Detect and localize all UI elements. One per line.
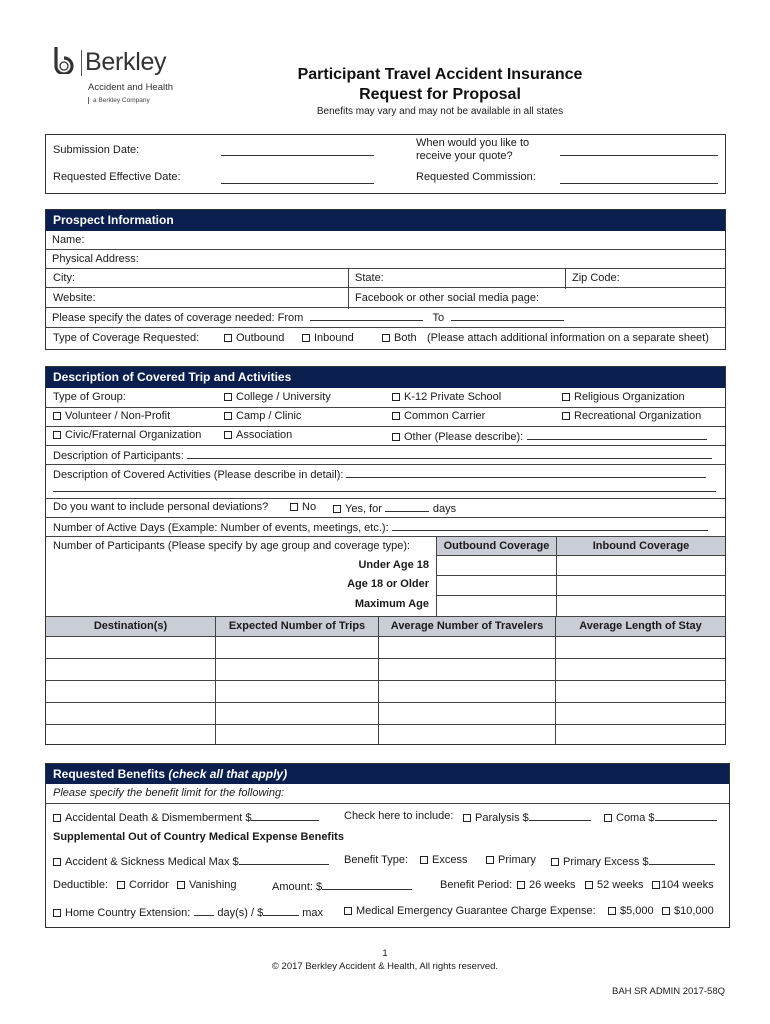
page-number: 1: [382, 948, 388, 959]
max-label: max: [302, 907, 323, 919]
vanishing-option[interactable]: [177, 879, 237, 891]
num-participants-label: Number of Participants (Please specify by age group and coverage type):: [53, 540, 411, 552]
checkbox-icon[interactable]: [420, 856, 428, 864]
table-row[interactable]: [46, 725, 725, 744]
divider: [46, 426, 725, 427]
home-ext-max-field[interactable]: [263, 905, 299, 916]
destination-header: Destination(s): [46, 617, 215, 636]
benefit-period-label: Benefit Period:: [440, 879, 513, 891]
submission-date-label: Submission Date:: [53, 144, 140, 156]
checkbox-icon[interactable]: [53, 814, 61, 822]
table-row[interactable]: [46, 659, 725, 680]
paralysis-option[interactable]: [463, 810, 591, 824]
divider: [46, 464, 725, 465]
state-label: State:: [355, 272, 384, 284]
checkbox-icon[interactable]: [290, 503, 298, 511]
primary-option[interactable]: [486, 854, 536, 866]
stay-header: Average Length of Stay: [556, 617, 725, 636]
over18-inbound-field[interactable]: [557, 576, 725, 595]
under18-label: Under Age 18: [358, 559, 429, 571]
active-days: [53, 520, 708, 534]
deviation-days-field[interactable]: [385, 501, 429, 512]
checkbox-icon[interactable]: [463, 814, 471, 822]
g10000-label: $10,000: [674, 905, 714, 917]
dates-label: Please specify the dates of coverage needed: From: [52, 312, 304, 324]
sickness-option[interactable]: [53, 854, 329, 868]
both-note: (Please attach additional information on a separate sheet): [427, 332, 709, 344]
home-ext-option[interactable]: [53, 905, 323, 919]
facebook-label: Facebook or other social media page:: [355, 292, 540, 304]
checkbox-icon[interactable]: [177, 881, 185, 889]
supplemental-heading: Supplemental Out of Country Medical Expense Benefits: [53, 831, 344, 843]
w26-label: 26 weeks: [529, 879, 576, 891]
active-days-label: Number of Active Days (Example: Number of events, meetings, etc.):: [53, 522, 389, 534]
w52-label: 52 weeks: [597, 879, 644, 891]
civic-option[interactable]: [53, 429, 201, 441]
coma-field[interactable]: [655, 810, 717, 821]
checkbox-icon[interactable]: [551, 858, 559, 866]
checkbox-icon[interactable]: [382, 334, 390, 342]
table-row[interactable]: [46, 703, 725, 724]
corridor-option[interactable]: [117, 879, 169, 891]
name-label: Name:: [52, 234, 85, 246]
primary-excess-option[interactable]: [551, 854, 715, 868]
g5000-label: $5,000: [620, 905, 654, 917]
other-field[interactable]: [527, 429, 707, 440]
checkbox-icon[interactable]: [333, 505, 341, 513]
recreational-option[interactable]: [562, 410, 701, 422]
divider: [46, 803, 729, 804]
yes-for-label: Yes, for: [345, 503, 382, 515]
checkbox-icon[interactable]: [604, 814, 612, 822]
effective-date-label: Requested Effective Date:: [53, 171, 181, 183]
company-logo: [52, 46, 182, 108]
checkbox-icon[interactable]: [224, 393, 232, 401]
trip-section: [45, 366, 726, 745]
sickness-label: Accident & Sickness Medical Max $: [65, 856, 239, 868]
deductible-label: Deductible:: [53, 879, 109, 891]
association-label: Association: [236, 429, 293, 441]
benefit-type-label: Benefit Type:: [344, 854, 409, 866]
k12-label: K-12 Private School: [404, 391, 502, 403]
excess-option[interactable]: [420, 854, 467, 866]
coverage-type-label: Type of Coverage Requested:: [53, 332, 200, 344]
checkbox-icon[interactable]: [224, 431, 232, 439]
med-guarantee-label: Medical Emergency Guarantee Charge Expense:: [356, 905, 596, 917]
corridor-label: Corridor: [129, 879, 169, 891]
activities-desc-label: Description of Covered Activities (Please describe in detail):: [53, 469, 344, 481]
table-row[interactable]: [46, 681, 725, 702]
prospect-section: [45, 209, 726, 350]
divider: [46, 407, 725, 408]
w104-option[interactable]: [652, 879, 714, 891]
under18-inbound-field[interactable]: [557, 556, 725, 575]
type-group-label: Type of Group:: [53, 391, 126, 403]
carrier-label: Common Carrier: [404, 410, 486, 422]
submission-date-field[interactable]: [221, 155, 374, 156]
divider: [46, 498, 725, 499]
amount: [272, 879, 412, 893]
home-ext-label: Home Country Extension:: [65, 907, 191, 919]
recreational-label: Recreational Organization: [574, 410, 702, 422]
checkbox-icon[interactable]: [662, 907, 670, 915]
deviations-yes-option[interactable]: [333, 501, 456, 515]
checkbox-icon[interactable]: [53, 412, 61, 420]
activities-desc: [53, 467, 706, 481]
inbound-coverage-header: Inbound Coverage: [557, 537, 725, 555]
coma-label: Coma $: [616, 812, 655, 824]
deviations-no-option[interactable]: [290, 501, 316, 513]
checkbox-icon[interactable]: [302, 334, 310, 342]
effective-date-field[interactable]: [221, 183, 374, 184]
add-label: Accidental Death & Dismemberment $: [65, 812, 252, 824]
deviations-label: Do you want to include personal deviations?: [53, 501, 269, 513]
inbound-option[interactable]: [302, 332, 354, 344]
primary-excess-label: Primary Excess $: [563, 856, 649, 868]
w52-option[interactable]: [585, 879, 643, 891]
address-label: Physical Address:: [52, 253, 139, 265]
dates-row: [46, 309, 725, 328]
outbound-coverage-header: Outbound Coverage: [437, 537, 556, 555]
logo-divider: [81, 50, 82, 76]
divider: [565, 269, 566, 289]
zip-label: Zip Code:: [572, 272, 620, 284]
participants-desc: [53, 448, 712, 462]
amount-field[interactable]: [322, 879, 412, 890]
form-title-line2: Request for Proposal: [359, 86, 521, 103]
checkbox-icon[interactable]: [392, 433, 400, 441]
name-row[interactable]: [46, 231, 725, 250]
checkbox-icon[interactable]: [585, 881, 593, 889]
city-label: City:: [53, 272, 75, 284]
civic-label: Civic/Fraternal Organization: [65, 429, 202, 441]
both-option[interactable]: [382, 332, 417, 344]
checkbox-icon[interactable]: [392, 393, 400, 401]
form-title: Participant Travel Accident Insurance: [297, 66, 583, 83]
home-ext-days-field[interactable]: [194, 905, 214, 916]
checkbox-icon[interactable]: [53, 909, 61, 917]
checkbox-icon[interactable]: [53, 858, 61, 866]
checkbox-icon[interactable]: [224, 334, 232, 342]
activities-desc-field[interactable]: [346, 467, 706, 478]
benefits-section: [45, 763, 730, 928]
religious-label: Religious Organization: [574, 391, 685, 403]
college-label: College / University: [236, 391, 331, 403]
amount-label: Amount: $: [272, 881, 323, 893]
commission-field[interactable]: [560, 183, 718, 184]
berkley-b-icon: [52, 46, 78, 74]
both-label: Both: [394, 332, 417, 344]
checkbox-icon[interactable]: [486, 856, 494, 864]
max-age-label: Maximum Age: [354, 598, 429, 610]
days-dollar-label: day(s) / $: [217, 907, 264, 919]
checkbox-icon[interactable]: [392, 412, 400, 420]
other-label: Other (Please describe):: [404, 431, 524, 443]
logo-company: a Berkley Company: [88, 97, 150, 104]
other-option[interactable]: [392, 429, 707, 443]
max-age-outbound-field[interactable]: [437, 596, 556, 616]
checkbox-icon[interactable]: [562, 412, 570, 420]
activities-desc-field-line2[interactable]: [53, 491, 716, 492]
max-age-inbound-field[interactable]: [557, 596, 725, 616]
excess-label: Excess: [432, 854, 468, 866]
form-subtitle: Benefits may vary and may not be available in all states: [316, 106, 564, 117]
w26-option[interactable]: [517, 879, 575, 891]
under18-outbound-field[interactable]: [437, 556, 556, 575]
divider: [46, 445, 725, 446]
checkbox-icon[interactable]: [224, 412, 232, 420]
college-option[interactable]: [224, 391, 331, 403]
commission-label: Requested Commission:: [416, 171, 536, 183]
checkbox-icon[interactable]: [344, 907, 352, 915]
over18-label: Age 18 or Older: [347, 578, 429, 590]
paralysis-field[interactable]: [529, 810, 591, 821]
over18-outbound-field[interactable]: [437, 576, 556, 595]
address-row[interactable]: [46, 250, 725, 269]
coma-option[interactable]: [604, 810, 717, 824]
checkbox-icon[interactable]: [117, 881, 125, 889]
logo-brand: Berkley: [85, 48, 167, 76]
table-row[interactable]: [46, 637, 725, 658]
participants-desc-field[interactable]: [187, 448, 712, 459]
from-date-field[interactable]: [310, 310, 423, 321]
checkbox-icon[interactable]: [652, 881, 660, 889]
prospect-heading: Prospect Information: [46, 210, 725, 231]
quote-question-line2: receive your quote?: [416, 150, 513, 162]
camp-option[interactable]: [224, 410, 301, 422]
active-days-field[interactable]: [392, 520, 708, 531]
outbound-option[interactable]: [224, 332, 284, 344]
g5000-option[interactable]: [608, 905, 654, 917]
trips-header: Expected Number of Trips: [216, 617, 378, 636]
k12-option[interactable]: [392, 391, 501, 403]
g10000-option[interactable]: [662, 905, 714, 917]
benefits-heading-note: (check all that apply): [168, 767, 288, 781]
association-option[interactable]: [224, 429, 292, 441]
divider: [46, 517, 725, 518]
submission-box: [45, 134, 726, 194]
add-field[interactable]: [251, 810, 319, 821]
participants-desc-label: Description of Participants:: [53, 450, 184, 462]
benefits-specify: Please specify the benefit limit for the following:: [53, 787, 285, 799]
sickness-field[interactable]: [239, 854, 329, 865]
check-include-label: Check here to include:: [344, 810, 454, 822]
checkbox-icon[interactable]: [608, 907, 616, 915]
benefits-heading-text: Requested Benefits: [53, 767, 166, 781]
to-label: To: [432, 312, 445, 324]
add-option[interactable]: [53, 810, 319, 824]
copyright: © 2017 Berkley Accident & Health, All rights reserved.: [271, 961, 499, 972]
volunteer-option[interactable]: [53, 410, 170, 422]
quote-date-field[interactable]: [560, 155, 718, 156]
carrier-option[interactable]: [392, 410, 485, 422]
form-code: BAH SR ADMIN 2017-58Q: [612, 986, 725, 997]
website-label: Website:: [53, 292, 96, 304]
city-row: [46, 269, 725, 288]
days-label: days: [432, 503, 457, 515]
primary-excess-field[interactable]: [649, 854, 715, 865]
camp-label: Camp / Clinic: [236, 410, 302, 422]
outbound-label: Outbound: [236, 332, 285, 344]
logo-tagline: Accident and Health: [88, 82, 174, 93]
checkbox-icon[interactable]: [53, 431, 61, 439]
trip-heading: Description of Covered Trip and Activities: [46, 367, 725, 388]
paralysis-label: Paralysis $: [475, 812, 529, 824]
volunteer-label: Volunteer / Non-Profit: [65, 410, 171, 422]
vanishing-label: Vanishing: [189, 879, 237, 891]
w104-label: 104 weeks: [661, 879, 714, 891]
med-guarantee-option[interactable]: [344, 905, 596, 917]
travelers-header: Average Number of Travelers: [379, 617, 555, 636]
to-date-field[interactable]: [451, 310, 564, 321]
quote-question: When would you like to: [416, 137, 530, 149]
inbound-label: Inbound: [314, 332, 354, 344]
checkbox-icon[interactable]: [562, 393, 570, 401]
religious-option[interactable]: [562, 391, 685, 403]
benefits-heading: [46, 764, 729, 784]
primary-label: Primary: [498, 854, 536, 866]
checkbox-icon[interactable]: [517, 881, 525, 889]
no-label: No: [302, 501, 317, 513]
